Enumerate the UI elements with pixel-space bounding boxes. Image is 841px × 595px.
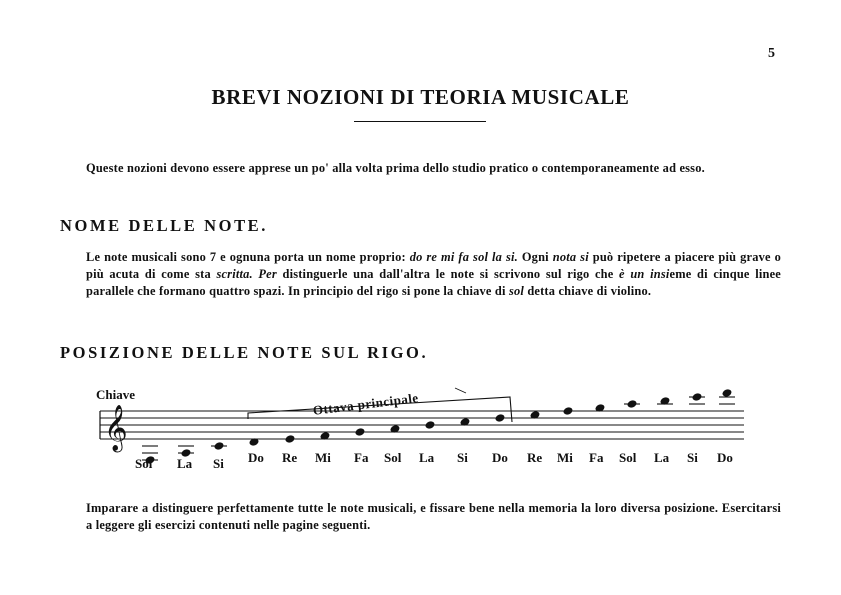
note-label: Si (213, 456, 224, 471)
note-label: Do (492, 450, 508, 465)
note-head (425, 420, 436, 430)
note-label: Re (527, 450, 543, 465)
page-number: 5 (768, 46, 775, 61)
nome-paragraph (86, 249, 781, 300)
intro-text: Queste nozioni devono essere apprese un po' alla volta prima dello studio pratico o contemporaneamente ad esso. (86, 161, 705, 175)
note-label: Re (282, 450, 298, 465)
nome-text-5: può ripetere a piacere più grave o più acuta di come sta (86, 250, 782, 281)
note-label: La (419, 450, 435, 465)
nome-text-11: detta chiave di violino. (524, 284, 652, 298)
nome-text-2: do re mi fa sol la si. (409, 250, 518, 264)
note-head (214, 441, 225, 451)
note-label: Sol (135, 456, 153, 471)
nome-text-9: eme di cinque linee parallele che formano quattro spazi. In principio del rigo si pone la chiave di (86, 267, 781, 298)
title-rule (354, 121, 486, 122)
note-head (563, 406, 574, 416)
clef-label: Chiave (96, 387, 135, 402)
note-label: Fa (354, 450, 369, 465)
nome-text-4: nota si (552, 250, 589, 264)
nome-text-1: Le note musicali sono 7 e ognuna porta un nome proprio: (86, 250, 410, 264)
note-head (285, 434, 296, 444)
note-label: Fa (589, 450, 604, 465)
note-head (355, 427, 366, 437)
ottava-mark (455, 388, 466, 393)
nome-text-6: scritta. Per (216, 267, 277, 281)
note-head (495, 413, 506, 423)
heading-posizione-delle-note: POSIZIONE DELLE NOTE SUL RIGO. (60, 343, 429, 362)
nome-text-7: distinguerle una dall'altra le note si scrivono sul rigo che (276, 267, 620, 281)
note-label: Si (457, 450, 468, 465)
note-label: Sol (619, 450, 637, 465)
note-head (627, 399, 638, 409)
note-head (722, 388, 733, 398)
nome-text-8: è un insi (619, 267, 670, 281)
intro-paragraph (86, 160, 781, 177)
note-label: La (177, 456, 193, 471)
nome-text-3: Ogni (517, 250, 553, 264)
note-label: Sol (384, 450, 402, 465)
staff-figure (0, 375, 841, 475)
note-label: Do (248, 450, 264, 465)
note-head (692, 392, 703, 402)
treble-clef-icon: 𝄞 (104, 405, 128, 451)
note-label: Do (717, 450, 733, 465)
note-label: La (654, 450, 670, 465)
outro-text: Imparare a distinguere perfettamente tutte le note musicali, e fissare bene nella memoria la loro diversa posizione. Esercitarsi a leggere gli esercizi contenuti nelle pagine seguenti. (86, 501, 781, 532)
heading-nome-delle-note: NOME DELLE NOTE. (60, 216, 269, 235)
nome-text-10: sol (508, 284, 525, 298)
note-label: Si (687, 450, 698, 465)
ottava-label: Ottava principale (312, 390, 420, 418)
note-label: Mi (557, 450, 573, 465)
outro-paragraph (86, 500, 781, 534)
note-label: Mi (315, 450, 331, 465)
page-title: BREVI NOZIONI DI TEORIA MUSICALE (211, 85, 630, 109)
